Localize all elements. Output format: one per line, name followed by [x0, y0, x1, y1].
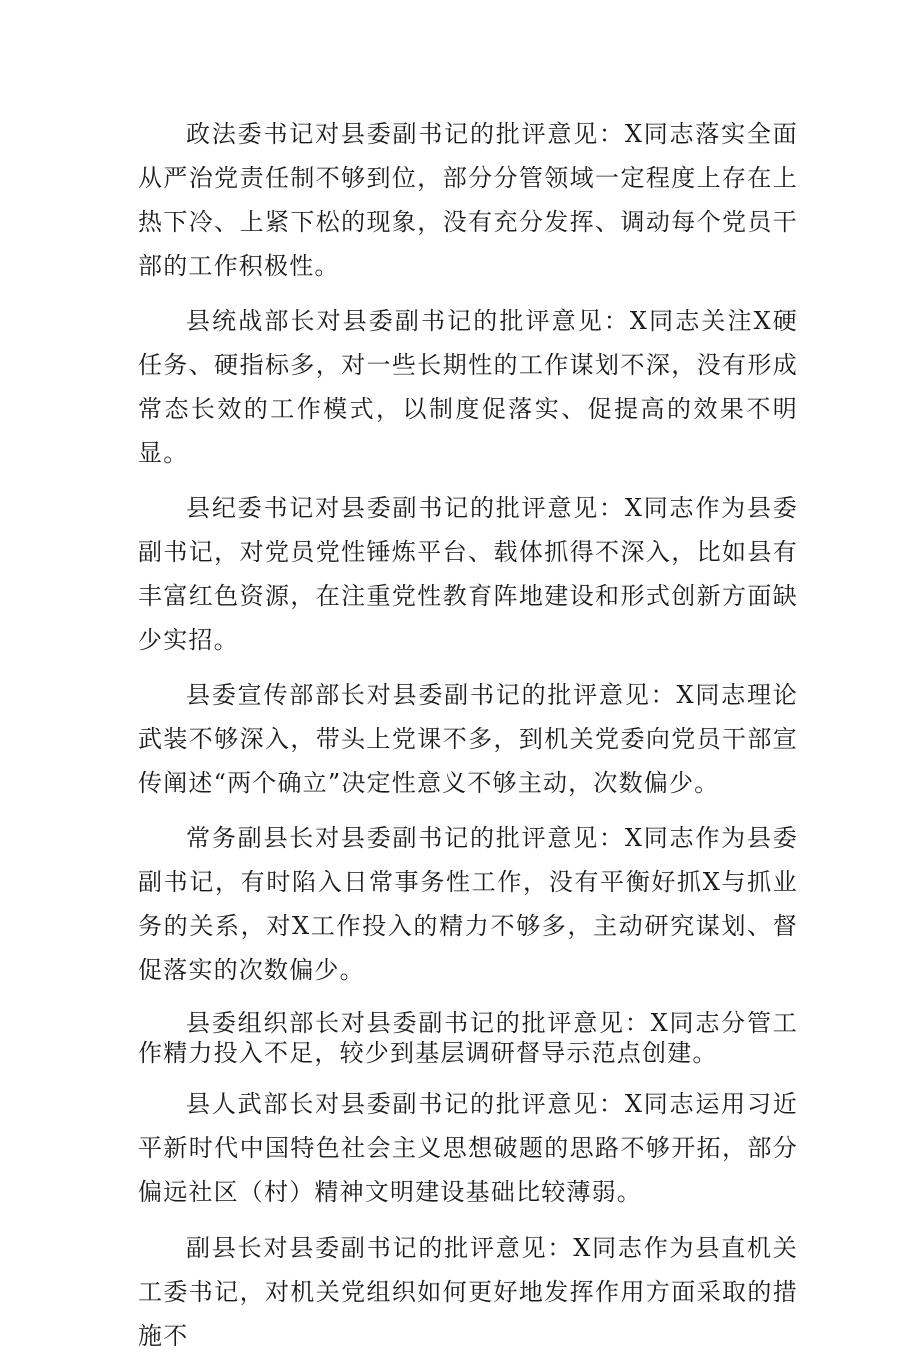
paragraph-united-front-minister: 县统战部长对县委副书记的批评意见：X同志关注X硬任务、硬指标多，对一些长期性的工作谋划不深，没有形成常态长效的工作模式，以制度促落实、促提高的效果不明显。	[138, 307, 798, 467]
paragraph-organization-minister: 县委组织部长对县委副书记的批评意见：X同志分管工作精力投入不足，较少到基层调研督导示范点创建。	[138, 1009, 798, 1067]
paragraph-executive-deputy-county-head: 常务副县长对县委副书记的批评意见：X同志作为县委副书记，有时陷入日常事务性工作，没有平衡好抓X与抓业务的关系，对X工作投入的精力不够多，主动研究谋划、督促落实的次数偏少。	[138, 824, 798, 984]
document-page	[138, 112, 798, 1358]
paragraph-armed-forces-minister: 县人武部长对县委副书记的批评意见：X同志运用习近平新时代中国特色社会主义思想破题的思路不够开拓，部分偏远社区（村）精神文明建设基础比较薄弱。	[138, 1090, 798, 1206]
paragraph-political-legal-secretary: 政法委书记对县委副书记的批评意见：X同志落实全面从严治党责任制不够到位，部分分管领域一定程度上存在上热下冷、上紧下松的现象，没有充分发挥、调动每个党员干部的工作积极性。	[138, 120, 798, 280]
paragraph-propaganda-minister: 县委宣传部部长对县委副书记的批评意见：X同志理论武装不够深入，带头上党课不多，到机关党委向党员干部宣传阐述“两个确立”决定性意义不够主动，次数偏少。	[138, 681, 798, 797]
paragraph-deputy-county-head: 副县长对县委副书记的批评意见：X同志作为县直机关工委书记，对机关党组织如何更好地发挥作用方面采取的措施不	[138, 1234, 798, 1350]
paragraph-discipline-secretary: 县纪委书记对县委副书记的批评意见：X同志作为县委副书记，对党员党性锤炼平台、载体抓得不深入，比如县有丰富红色资源，在注重党性教育阵地建设和形式创新方面缺少实招。	[138, 494, 798, 654]
